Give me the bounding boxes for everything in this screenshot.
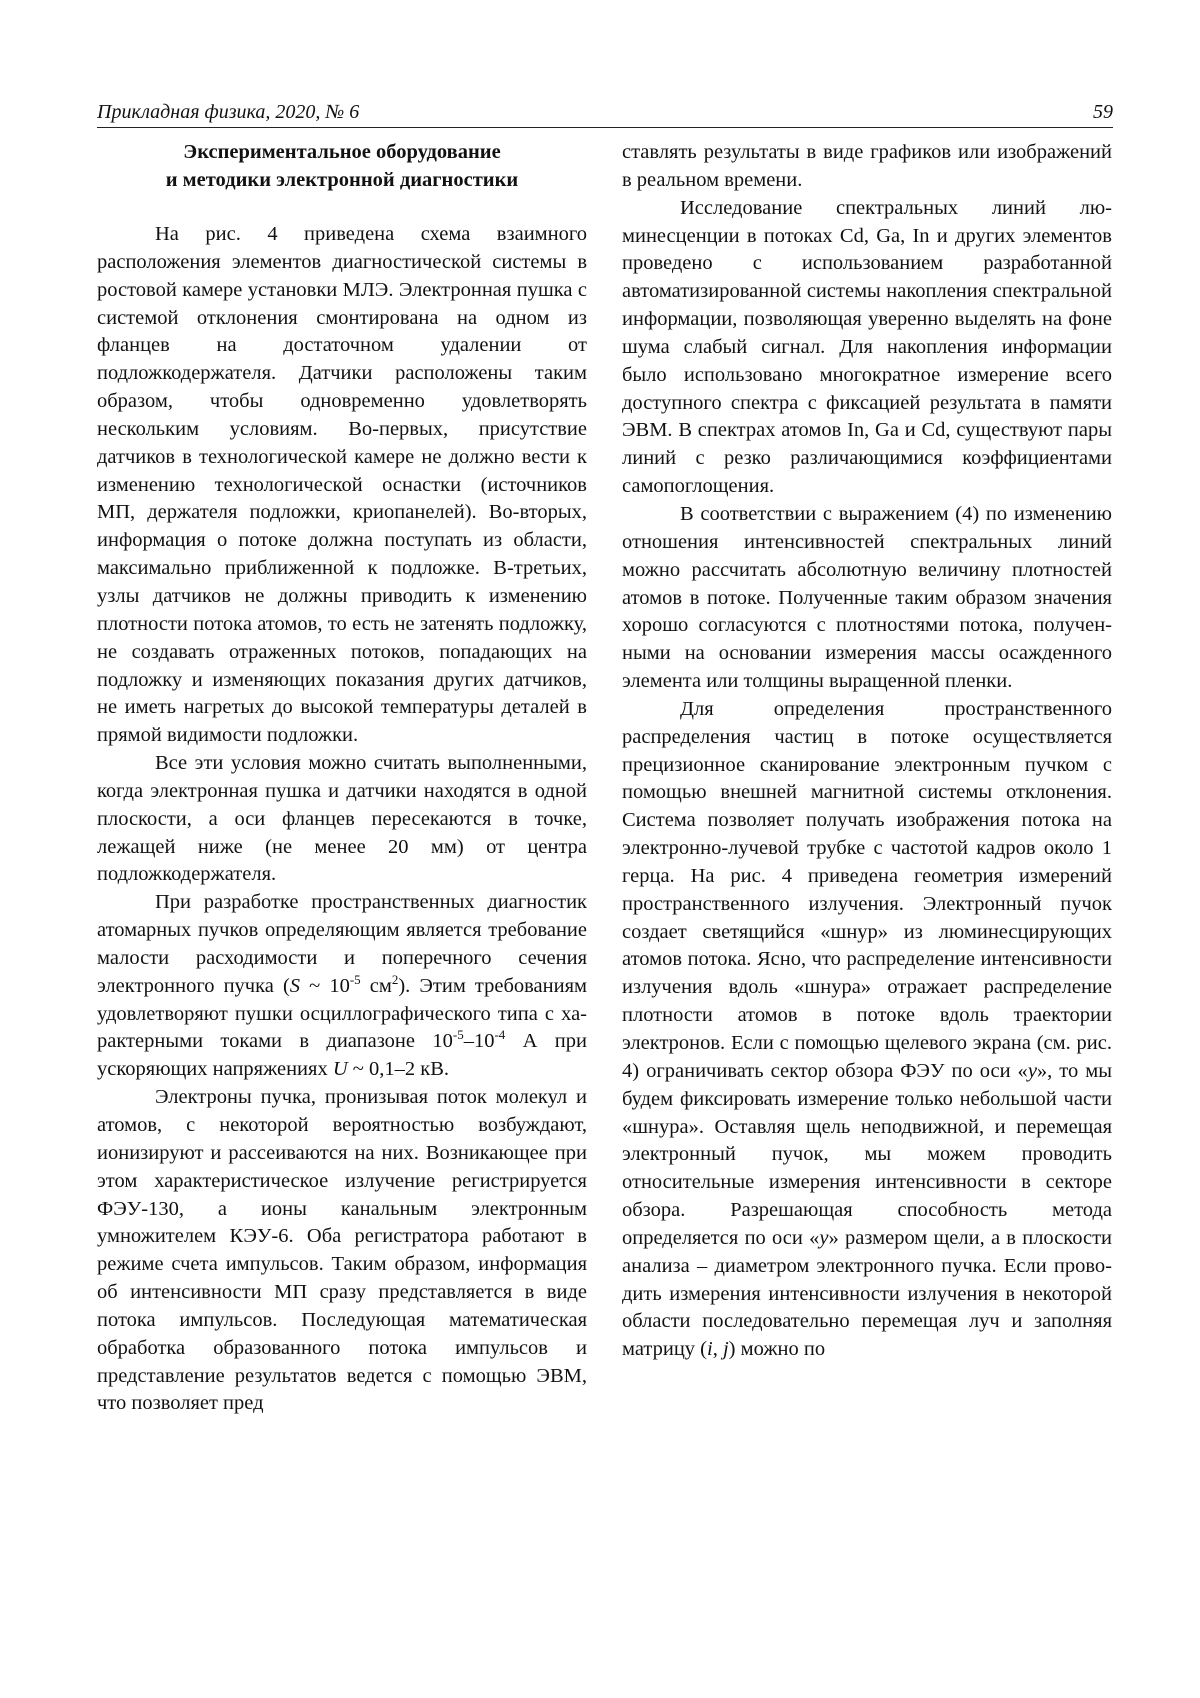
text-run: », то мы будем фиксировать измерение только небольшой части «шнура». Оставляя щель неподвижной, и перемещая электронный пучок, мы можем проводить относительные измерения интенсивности в секторе обзора. Разрешающая способность метода определяется по оси « xyxy=(622,1059,1113,1249)
math-var-s: S xyxy=(289,974,301,997)
right-paragraph-continued: ставлять результаты в виде графиков или изображений в реальном времени. xyxy=(622,141,1112,191)
right-paragraph-2: В соответствии с выражением (4) по изменению отношения интенсивностей спектральных линий можно рассчитать абсолютную величину плотностей атомов в потоке. Полученные таким образом значения хорошо согласуются с плотностями потока, полученными на основании измерения массы осажденного элемента или толщины выращенной пленки. xyxy=(622,502,1112,693)
left-paragraph-3 xyxy=(97,889,587,1084)
text-run: ~ 0,1–2 кВ. xyxy=(347,1058,450,1081)
left-column xyxy=(97,139,587,1418)
text-run: , xyxy=(712,1338,723,1361)
journal-title: Прикладная физика, 2020, № 6 xyxy=(97,101,360,123)
right-paragraph-1: Исследование спектральных линий люминесценции в потоках Cd, Ga, In и других элементов проведено с использованием разработанной автоматизированной системы накопления спектральной информации, позволяющая уверенно выделять на фоне шума слабый сигнал. Для накопления информации было использовано многократное измерение всего доступного спектра с фиксацией результата в памяти ЭВМ. В спектрах атомов In, Ga и Cd, существуют пары линий с резко различающимися коэффициентами самопоглощения. xyxy=(622,196,1112,498)
section-title-line-2: и методики электронной диагностики xyxy=(165,168,519,191)
text-run: ~ 10 xyxy=(300,974,350,997)
left-paragraph-1: На рис. 4 приведена схема взаимного расположения элементов диагностической системы в ростовой камере установки МЛЭ. Электронная пушка с системой отклонения смонтирована на одном из фланцев на достаточном удалении от подложкодержателя. Датчики расположены таким образом, чтобы одновременно удовлетворять нескольким условиям. Во-первых, присутствие датчиков в технологической камере не должно вести к изменению технологической оснастки (источников МП, держателя подложки, криопанелей). Во-вторых, информация о потоке должна поступать из области, максимально приближенной к подложке. В-третьих, узлы датчиков не должны приводить к изменению плотности потока атомов, то есть не затенять подложку, не создавать отраженных потоков, попадающих на подложку и изменяющих показания других датчиков, не иметь нагретых до высокой температуры деталей в прямой видимости подложки. xyxy=(97,223,587,747)
math-var-y: y xyxy=(1027,1059,1037,1082)
math-var-i: i xyxy=(707,1338,713,1361)
text-run: см xyxy=(360,974,392,997)
header-rule xyxy=(97,127,1113,128)
math-var-y: y xyxy=(819,1226,829,1249)
left-paragraph-4: Электроны пучка, пронизывая поток молекул и атомов, с некоторой вероятностью возбуждают, ионизируют и рассеиваются на них. Возникающее при этом характеристическое излучение регистрируется ФЭУ-130, а ионы канальным электронным умножителем КЭУ-6. Оба регистратора работают в режиме счета импульсов. Таким образом, информация об интенсивности МП сразу представляется в виде потока импульсов. Последующая математическая обработка образованного потока импульсов и представление результатов ведется с помощью ЭВМ, что позволяет пред xyxy=(97,1086,587,1415)
right-paragraph-3 xyxy=(622,696,1112,1364)
left-paragraph-2: Все эти условия можно считать выполненными, когда электронная пушка и датчики находятся в одной плоскости, а оси фланцев пересекаются в точке, лежащей ниже (не менее 20 мм) от центра подложкодержателя. xyxy=(97,752,587,886)
text-run: ). Этим требованиям удовлетворяют пушки осциллографического типа с характерными токами в диапазоне 10 xyxy=(97,974,588,1053)
text-run: Для определения пространственного распределения частиц в потоке осуществляется прецизионное сканирование электронным пучком с помощью внешней магнитной системы отклонения. Система позволяет получать изображения потока на электронно-лучевой трубке с частотой кадров около 1 герца. На рис. 4 приведена геометрия измерений пространственного излучения. Электронный пучок создает светящийся «шнур» из люминесцирующих атомов потока. Ясно, что распределение интенсивности излучения вдоль «шнура» отражает распределение плотности атомов в потоке вдоль траектории электронов. Если с помощью щелевого экрана (см. рис. 4) ограничивать сектор обзора ФЭУ по оси « xyxy=(622,697,1112,1082)
text-run: А при ускоряющих напряжениях xyxy=(97,1030,587,1081)
section-title-line-1: Экспериментальное оборудование xyxy=(183,141,501,163)
math-var-j: j xyxy=(722,1338,729,1361)
page-number: 59 xyxy=(1093,101,1113,123)
section-title xyxy=(97,139,587,194)
text-run: –10 xyxy=(463,1030,495,1053)
right-column xyxy=(622,139,1112,1364)
exponent: -4 xyxy=(494,1027,506,1043)
running-header xyxy=(97,90,1113,124)
exponent: 2 xyxy=(391,971,399,987)
text-run: » размером щели, а в плоскости анализа – диаметром электронного пучка. Если проводить измерения интенсивности излучения в некоторой области последовательно перемещая луч и заполняя матрицу ( xyxy=(622,1226,1112,1361)
exponent: -5 xyxy=(349,971,361,987)
exponent: -5 xyxy=(452,1027,464,1043)
text-run: При разработке пространственных диагностик атомарных пучков определяющим является требование малости расходимости и поперечного сечения электронного пучка ( xyxy=(97,891,587,997)
math-var-u: U xyxy=(332,1058,348,1081)
text-run: ) можно по xyxy=(728,1338,826,1361)
